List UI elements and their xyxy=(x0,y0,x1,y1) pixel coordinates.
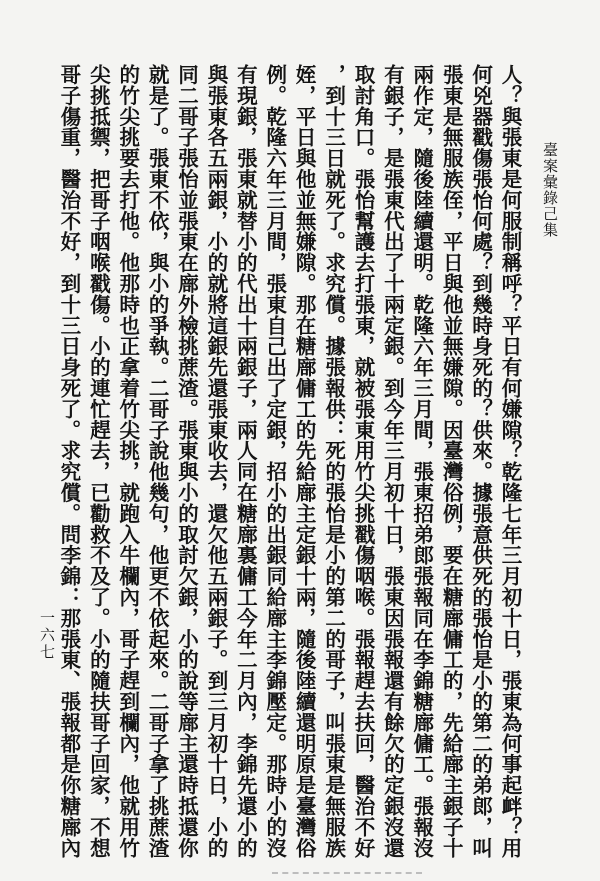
text-column: 例。乾隆六年三月間，張東自己出了定銀，招小的出銀同給廍主李錦壓定。那時小的沒 xyxy=(262,64,287,859)
text-column: 就是了。張東不依，與小的爭執。二哥子說他幾句，他更不依起來。二哥子拿了挑蔗渣 xyxy=(145,64,170,859)
running-header-book-title: 臺案彙錄己集 xyxy=(541,142,559,238)
text-column: ，到十三日就死了。求究償。據張報供：死的張怡是小的第二的哥子，叫張東是無服族 xyxy=(321,64,346,859)
text-column: 張東是無服族侄，平日與他並無嫌隙。因臺灣俗例，要在糖廍傭工的，先給廍主銀子十 xyxy=(439,64,464,859)
text-column: 何兇器戳傷張怡何處？到幾時身死的？供來。據張意供死的張怡是小的第二的弟郎，叫 xyxy=(468,64,493,859)
text-column: 兩作定，隨後陸續還明。乾隆六年三月間，張東招弟郎張報同在李錦糖廍傭工。張報沒 xyxy=(409,64,434,859)
text-column: 與張東各五兩銀，小的就將這銀先還張東收去，還欠他五兩銀子。到三月初十日，小的 xyxy=(203,64,228,859)
text-column: 的竹尖挑要去打他。他那時也正拿着竹尖挑，就跑入牛欄內，哥子趕到欄內，他就用竹 xyxy=(115,64,140,859)
text-column: 取討角口。張怡幫護去打張東，就被張東用竹尖挑戳傷咽喉。張報趕去扶回，醫治不好 xyxy=(350,64,375,859)
text-column: 尖挑抵禦，把哥子咽喉戳傷。小的連忙趕去，已勸救不及了。小的隨扶哥子回家，不想 xyxy=(86,64,111,859)
body-text xyxy=(56,64,524,859)
text-column: 同二哥子張怡並張東在廍外檢挑蔗渣。張東與小的取討欠銀，小的說等廍主還時抵還你 xyxy=(174,64,199,859)
text-column: 哥子傷重，醫治不好，到十三日身死了。求究償。問李錦：那張東、張報都是你糖廍內 xyxy=(56,64,81,859)
text-column: 姪，平日與他並無嫌隙。那在糖廍傭工的先給廍主定銀十兩，隨後陸續還明原是臺灣俗 xyxy=(292,64,317,859)
text-column: 有現銀，張東就替小的代出十兩銀子，兩人同在糖廍裏傭工今年二月內，李錦先還小的 xyxy=(233,64,258,859)
text-column: 人？與張東是何服制稱呼？平日有何嫌隙？乾隆七年三月初十日，張東為何事起衅？用 xyxy=(498,64,522,859)
text-column: 有銀子，是張東代出了十兩定銀。到今年三月初十日，張東因張報還有餘欠的定銀沒還 xyxy=(380,64,405,859)
page-number: 一六七 xyxy=(38,610,56,661)
page-bottom-fold-mark xyxy=(272,872,422,876)
